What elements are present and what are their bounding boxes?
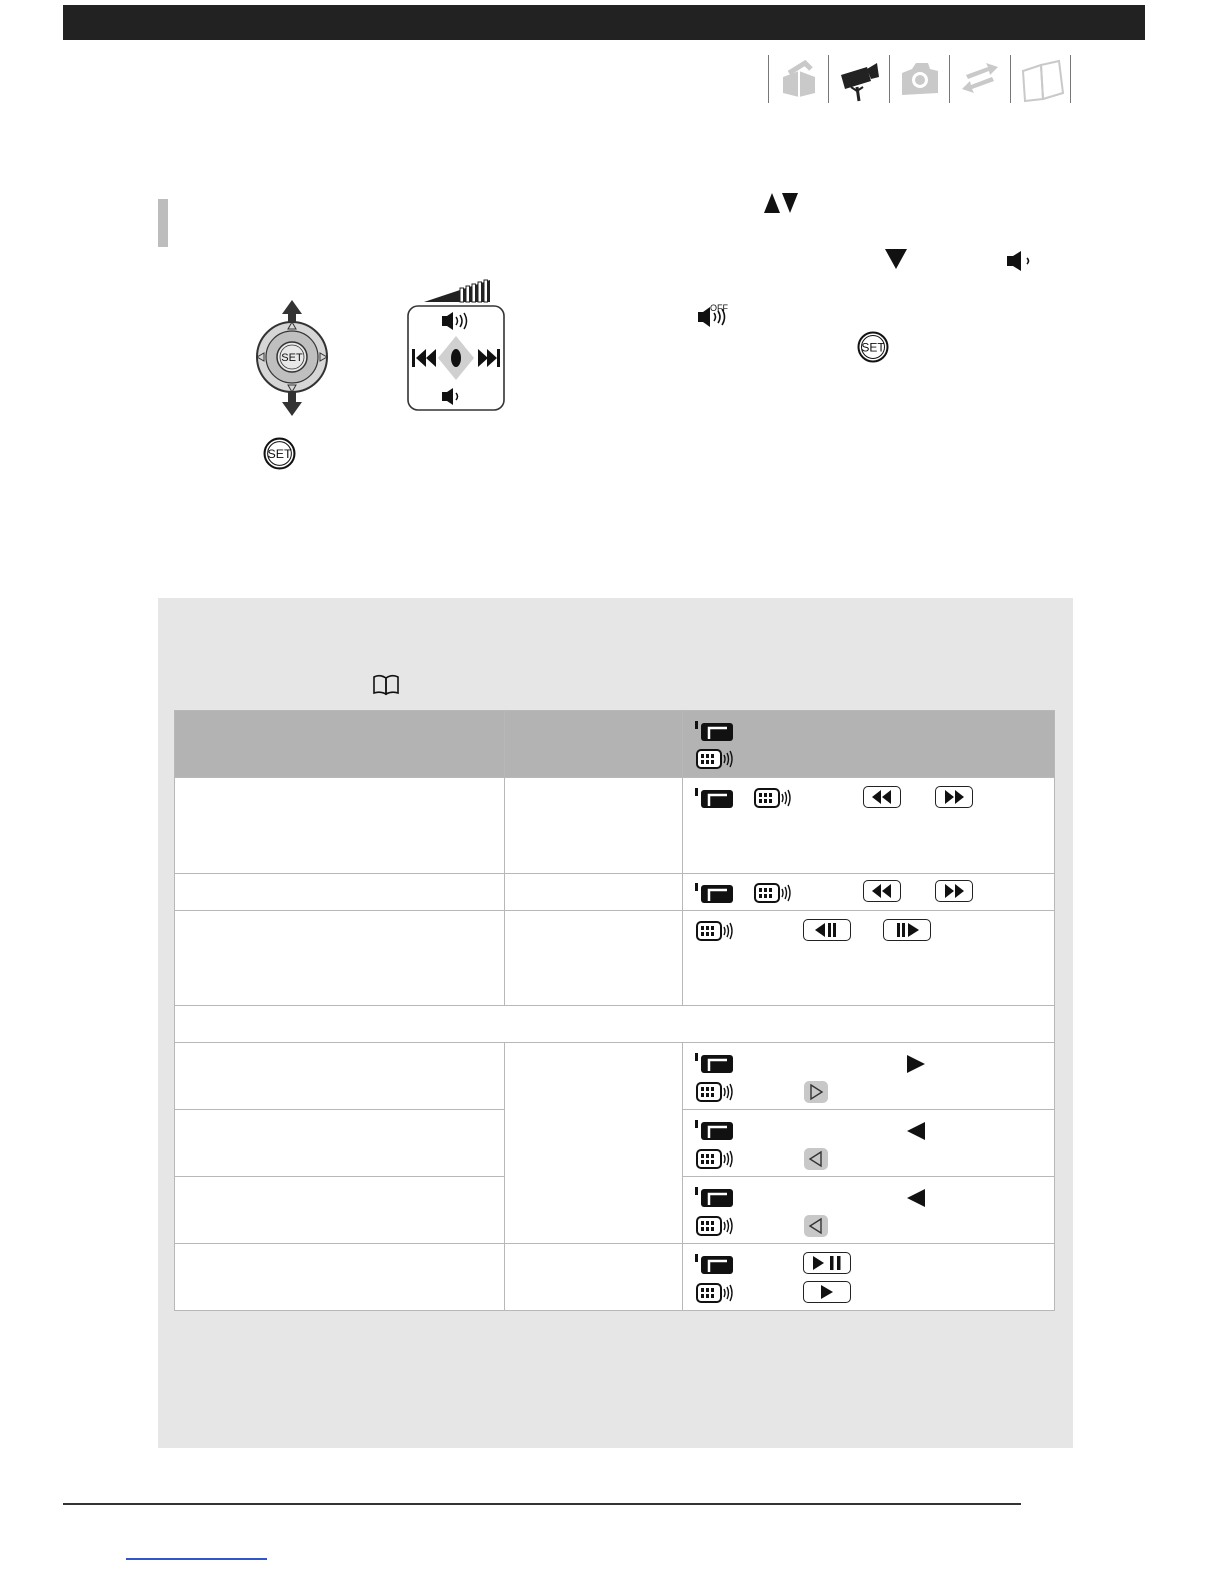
memory-card-mode-icon [753,786,793,810]
footer-rule [63,1503,1021,1505]
movie-mode-icon [695,1185,735,1209]
section-tab-external[interactable] [949,55,1008,103]
book-icon [1019,59,1067,103]
memory-card-mode-icon [753,881,793,905]
previous-frame-icon [803,1214,829,1238]
memory-card-mode-icon [695,1281,735,1305]
play-pause-button-icon [803,1252,851,1274]
set-button-figure [263,437,295,469]
table-header-row [175,711,1055,778]
gift-box-icon [777,59,821,99]
joystick-figure[interactable] [252,298,332,418]
play-triangle-icon [905,1053,927,1075]
book-reference-icon [372,674,400,696]
table-row [175,1006,1055,1043]
section-nav [768,55,1072,103]
table-row [175,1043,1055,1110]
play-button-icon [803,1281,851,1303]
movie-mode-icon [695,1252,735,1276]
header-bar [63,5,1145,40]
section-tab-intro[interactable] [768,55,827,103]
volume-low-icon [1005,250,1037,272]
slow-forward-button-icon [883,919,931,941]
movie-mode-icon [695,1051,735,1075]
operations-table [174,710,1055,1311]
memory-card-mode-icon [695,1080,735,1104]
header-control [505,711,683,778]
movie-mode-icon [695,719,735,743]
footer-link-underline[interactable] [126,1558,267,1560]
reverse-triangle-icon [905,1120,927,1142]
table-row [175,1244,1055,1311]
movie-mode-icon [695,1118,735,1142]
set-label: SET [861,340,885,355]
set-figure-label: SET [267,447,292,462]
video-camera-icon [837,59,881,103]
slow-reverse-button-icon [803,919,851,941]
section-tab-info[interactable] [1010,55,1069,103]
header-icons [683,711,1055,778]
fast-forward-button-icon [935,880,973,902]
next-frame-icon [803,1080,829,1104]
table-row [175,778,1055,874]
fast-forward-button-icon [935,786,973,808]
joystick-label: SET [281,352,303,364]
volume-guide-figure [404,278,508,414]
volume-off-icon [696,302,734,330]
reverse-triangle-icon [905,1187,927,1209]
section-tab-video[interactable] [828,55,887,103]
memory-card-mode-icon [695,1147,735,1171]
rewind-button-icon [863,880,901,902]
memory-card-mode-icon [695,919,735,943]
up-down-triangles-icon [763,192,799,214]
memory-card-mode-icon [695,747,735,771]
still-camera-icon [898,59,942,99]
down-triangle-icon [884,248,908,270]
section-tab-photo[interactable] [889,55,948,103]
table-row [175,874,1055,911]
svg-text:OFF: OFF [710,303,728,313]
movie-mode-icon [695,881,735,905]
movie-mode-icon [695,786,735,810]
memory-card-mode-icon [695,1214,735,1238]
transfer-arrows-icon [958,59,1002,99]
previous-frame-icon [803,1147,829,1171]
table-row [175,911,1055,1006]
rewind-button-icon [863,786,901,808]
step-marker [158,199,168,247]
header-operation [175,711,505,778]
set-button-icon [857,331,887,361]
